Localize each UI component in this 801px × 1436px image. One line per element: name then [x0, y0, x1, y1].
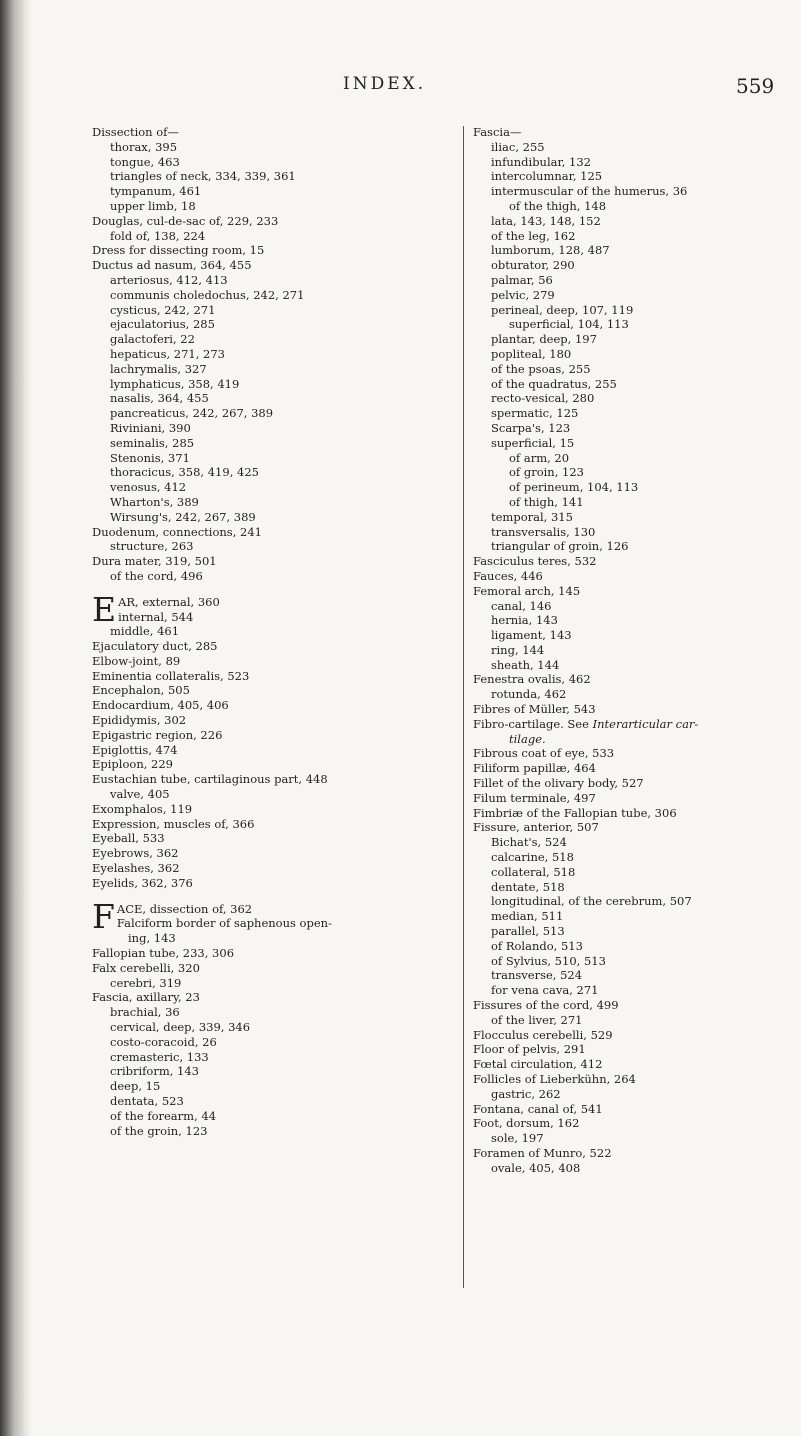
- entry-text: Fibres of Müller, 543: [473, 702, 596, 717]
- index-subentry: [92, 229, 412, 244]
- entry-text: Endocardium, 405, 406: [92, 698, 229, 713]
- index-entry: [473, 1072, 783, 1087]
- index-subentry: [473, 954, 783, 969]
- index-subentry: [92, 510, 412, 525]
- index-entry: [92, 125, 412, 140]
- index-subentry: [473, 199, 783, 214]
- index-subentry: [473, 155, 783, 170]
- index-entry: [92, 683, 412, 698]
- entry-text: Dura mater, 319, 501: [92, 554, 217, 569]
- entry-text: Eyeball, 533: [92, 831, 165, 846]
- entry-text: Fimbriæ of the Fallopian tube, 306: [473, 805, 677, 820]
- index-entry: [92, 990, 412, 1005]
- entry-text: Filum terminale, 497: [473, 790, 596, 805]
- entry-text: arteriosus, 412, 413: [110, 272, 228, 287]
- index-entry: [473, 1042, 783, 1057]
- index-subentry: [473, 214, 783, 229]
- entry-text: Epididymis, 302: [92, 713, 187, 728]
- index-subentry: [473, 909, 783, 924]
- entry-text: transverse, 524: [491, 968, 583, 983]
- index-entry: [473, 672, 783, 687]
- index-subentry: [92, 569, 412, 584]
- entry-text: Follicles of Lieberkühn, 264: [473, 1072, 636, 1086]
- entry-text: triangular of groin, 126: [491, 539, 629, 554]
- entry-text: temporal, 315: [491, 509, 573, 524]
- index-entry: [473, 806, 783, 821]
- entry-text: Fibrous coat of eye, 533: [473, 746, 615, 761]
- index-subentry: [473, 465, 783, 480]
- index-entry: [473, 1102, 783, 1117]
- entry-text: Floor of pelvis, 291: [473, 1042, 586, 1057]
- entry-text: of the cord, 496: [110, 568, 203, 583]
- entry-text: Foot, dorsum, 162: [473, 1116, 580, 1131]
- entry-text: Fibro-cartilage. See: [473, 716, 593, 731]
- index-subentry: [473, 332, 783, 347]
- index-subentry: [92, 421, 412, 436]
- index-entry: [92, 258, 412, 273]
- index-entry: [473, 584, 783, 599]
- entry-text: Fillet of the olivary body, 527: [473, 776, 644, 791]
- index-entry: [92, 946, 412, 961]
- index-subentry: [92, 199, 412, 214]
- index-subentry: [473, 362, 783, 377]
- section-gap: [92, 584, 412, 595]
- index-subentry: [473, 539, 783, 554]
- entry-text: cribriform, 143: [110, 1064, 199, 1079]
- entry-text: transversalis, 130: [491, 524, 596, 539]
- entry-text: Fenestra ovalis, 462: [473, 672, 591, 687]
- entry-text: for vena cava, 271: [491, 983, 599, 998]
- index-subentry: [473, 480, 783, 495]
- index-entry: [92, 961, 412, 976]
- index-entry: [92, 669, 412, 684]
- entry-text: Fallopian tube, 233, 306: [92, 946, 235, 961]
- index-subentry: [473, 835, 783, 850]
- index-subentry: [92, 624, 412, 639]
- entry-text: hepaticus, 271, 273: [110, 346, 225, 361]
- index-subentry: [473, 184, 783, 199]
- index-entry: [473, 554, 783, 569]
- entry-text: seminalis, 285: [110, 435, 195, 450]
- entry-text: ACE, dissection of, 362: [116, 901, 253, 916]
- entry-text: fold of, 138, 224: [110, 228, 206, 243]
- entry-text: pelvic, 279: [491, 287, 555, 302]
- entry-text: Exomphalos, 119: [92, 801, 193, 816]
- entry-text: Eminentia collateralis, 523: [92, 668, 250, 683]
- index-subentry: [92, 317, 412, 332]
- index-column-right: [473, 125, 783, 1176]
- entry-text: of Rolando, 513: [491, 938, 583, 953]
- entry-text: Bichat's, 524: [491, 835, 567, 850]
- index-subentry: [92, 451, 412, 466]
- entry-text: Eyebrows, 362: [92, 846, 179, 861]
- entry-text: Scarpa's, 123: [491, 420, 571, 435]
- index-subentry: [473, 850, 783, 865]
- column-divider: [463, 126, 464, 1288]
- index-subentry: [473, 1161, 783, 1176]
- entry-text: iliac, 255: [491, 139, 545, 154]
- index-subentry: [473, 628, 783, 643]
- entry-text: ejaculatorius, 285: [110, 317, 215, 332]
- entry-text: dentate, 518: [491, 879, 565, 894]
- index-subentry: [473, 406, 783, 421]
- index-entry: [473, 776, 783, 791]
- index-subentry: [92, 465, 412, 480]
- entry-text: Fauces, 446: [473, 568, 543, 583]
- index-entry: [473, 761, 783, 776]
- index-subentry: [473, 169, 783, 184]
- entry-text: ovale, 405, 408: [491, 1160, 581, 1175]
- entry-text: Encephalon, 505: [92, 683, 190, 698]
- index-entry: [92, 846, 412, 861]
- index-subentry: [473, 510, 783, 525]
- entry-text: Falx cerebelli, 320: [92, 960, 200, 975]
- index-subentry: [473, 288, 783, 303]
- entry-text: lymphaticus, 358, 419: [110, 376, 240, 391]
- entry-text: nasalis, 364, 455: [110, 391, 209, 406]
- entry-text: triangles of neck, 334, 339, 361: [110, 169, 296, 184]
- entry-text: of Sylvius, 510, 513: [491, 953, 606, 968]
- index-column-left: [92, 125, 412, 1138]
- entry-text: galactoferi, 22: [110, 332, 195, 347]
- index-subentry: [92, 539, 412, 554]
- index-subentry: [92, 1064, 412, 1079]
- index-subentry: [473, 347, 783, 362]
- entry-text: Riviniani, 390: [110, 420, 191, 435]
- index-subentry: [473, 258, 783, 273]
- index-subentry: [473, 495, 783, 510]
- index-subentry: [473, 894, 783, 909]
- index-entry: [473, 569, 783, 584]
- entry-text: pancreaticus, 242, 267, 389: [110, 406, 274, 421]
- entry-text: median, 511: [491, 909, 564, 924]
- index-subentry: [92, 1109, 412, 1124]
- entry-text: communis choledochus, 242, 271: [110, 287, 305, 302]
- entry-text: of groin, 123: [509, 465, 584, 480]
- entry-text: perineal, deep, 107, 119: [491, 302, 634, 317]
- entry-text: cerebri, 319: [110, 975, 182, 990]
- entry-text: rotunda, 462: [491, 687, 567, 702]
- index-subentry: [92, 347, 412, 362]
- index-subentry: [92, 303, 412, 318]
- entry-text: calcarine, 518: [491, 850, 574, 865]
- index-subentry: [92, 931, 412, 946]
- index-entry: [92, 802, 412, 817]
- index-subentry: [473, 140, 783, 155]
- page-header: [0, 74, 801, 100]
- entry-text: cysticus, 242, 271: [110, 302, 216, 317]
- entry-text: plantar, deep, 197: [491, 332, 597, 347]
- entry-text: thoracicus, 358, 419, 425: [110, 465, 259, 480]
- index-entry: [473, 1028, 783, 1043]
- entry-text: Fissure, anterior, 507: [473, 820, 599, 835]
- index-entry: [92, 639, 412, 654]
- index-subentry: [473, 880, 783, 895]
- index-subentry: [92, 155, 412, 170]
- index-subentry: [92, 391, 412, 406]
- index-subentry: [92, 332, 412, 347]
- index-entry: [473, 125, 783, 140]
- entry-text: Foramen of Munro, 522: [473, 1145, 612, 1160]
- index-entry: [92, 817, 412, 832]
- entry-text: cremasteric, 133: [110, 1049, 209, 1064]
- entry-text: of the liver, 271: [491, 1012, 583, 1027]
- index-entry: [92, 728, 412, 743]
- entry-text: tympanum, 461: [110, 184, 202, 199]
- index-subentry: [473, 924, 783, 939]
- entry-text: Dress for dissecting room, 15: [92, 243, 265, 258]
- index-subentry: [473, 687, 783, 702]
- index-subentry: [473, 983, 783, 998]
- index-subentry: [473, 599, 783, 614]
- entry-text: ring, 144: [491, 642, 545, 657]
- entry-text: of the thigh, 148: [509, 198, 607, 213]
- index-entry: [92, 214, 412, 229]
- drop-cap-letter: E: [92, 589, 117, 629]
- index-entry: [92, 554, 412, 569]
- index-subentry: [92, 495, 412, 510]
- index-subentry: [473, 303, 783, 318]
- index-subentry: [473, 865, 783, 880]
- entry-text: sheath, 144: [491, 657, 560, 672]
- index-subentry: [92, 362, 412, 377]
- entry-text: canal, 146: [491, 598, 552, 613]
- index-subentry: [92, 1005, 412, 1020]
- index-subentry: [473, 658, 783, 673]
- index-entry: [473, 998, 783, 1013]
- entry-text: of the forearm, 44: [110, 1108, 217, 1123]
- entry-text: cervical, deep, 339, 346: [110, 1020, 251, 1035]
- entry-text: recto-vesical, 280: [491, 391, 595, 406]
- entry-text: Fascia—: [473, 125, 522, 139]
- entry-text: Dissection of—: [92, 125, 179, 139]
- index-entry: [473, 1146, 783, 1161]
- entry-text: Femoral arch, 145: [473, 583, 581, 598]
- entry-text: Flocculus cerebelli, 529: [473, 1027, 613, 1042]
- entry-text: superficial, 15: [491, 435, 575, 450]
- entry-text: sole, 197: [491, 1131, 544, 1146]
- entry-text: palmar, 56: [491, 272, 553, 287]
- index-subentry: [473, 243, 783, 258]
- page-title: INDEX.: [343, 74, 427, 94]
- index-entry: [92, 525, 412, 540]
- entry-text: Eyelids, 362, 376: [92, 875, 193, 890]
- index-subentry: [92, 976, 412, 991]
- index-subentry: [473, 451, 783, 466]
- index-subentry: [92, 184, 412, 199]
- index-entry: [92, 876, 412, 891]
- entry-text: of perineum, 104, 113: [509, 480, 639, 495]
- entry-text: hernia, 143: [491, 613, 558, 628]
- entry-text: upper limb, 18: [110, 198, 196, 213]
- cross-reference-italic: tilage.: [509, 731, 546, 746]
- index-entry: [92, 757, 412, 772]
- index-subentry: [92, 406, 412, 421]
- entry-text: AR, external, 360: [118, 594, 220, 609]
- index-subentry: [92, 288, 412, 303]
- drop-cap-letter: F: [92, 896, 115, 936]
- entry-text: gastric, 262: [491, 1086, 561, 1101]
- index-subentry: [92, 377, 412, 392]
- entry-text: Douglas, cul-de-sac of, 229, 233: [92, 213, 279, 228]
- index-subentry: [473, 229, 783, 244]
- entry-text: Filiform papillæ, 464: [473, 761, 596, 776]
- index-subentry: [473, 391, 783, 406]
- index-entry: [92, 831, 412, 846]
- index-subentry: [92, 1094, 412, 1109]
- index-subentry: [92, 480, 412, 495]
- index-subentry: [473, 1013, 783, 1028]
- entry-text: structure, 263: [110, 539, 194, 554]
- entry-text: intercolumnar, 125: [491, 169, 603, 184]
- index-subentry: [92, 1020, 412, 1035]
- entry-text: intermuscular of the humerus, 36: [491, 184, 688, 199]
- entry-text: Fontana, canal of, 541: [473, 1101, 603, 1116]
- entry-text: brachial, 36: [110, 1005, 180, 1020]
- entry-text: spermatic, 125: [491, 406, 579, 421]
- index-entry: [473, 1057, 783, 1072]
- entry-text: of the groin, 123: [110, 1123, 208, 1138]
- entry-text: deep, 15: [110, 1079, 161, 1094]
- entry-text: dentata, 523: [110, 1094, 184, 1108]
- index-subentry: [92, 1079, 412, 1094]
- index-entry: [92, 243, 412, 258]
- cross-reference-italic: Interarticular car-: [592, 716, 699, 731]
- entry-text: Falciform border of saphenous open-: [116, 916, 332, 931]
- index-subentry: [473, 968, 783, 983]
- index-entry: [473, 702, 783, 717]
- entry-text: of the psoas, 255: [491, 361, 591, 376]
- index-subentry: [473, 421, 783, 436]
- index-subentry: [473, 317, 783, 332]
- entry-text: venosus, 412: [110, 480, 187, 495]
- entry-text: Duodenum, connections, 241: [92, 524, 262, 539]
- entry-text: infundibular, 132: [491, 154, 591, 169]
- index-entry: [473, 791, 783, 806]
- entry-text: Expression, muscles of, 366: [92, 816, 255, 831]
- index-entry: [92, 698, 412, 713]
- index-subentry: [92, 1035, 412, 1050]
- index-subentry: [473, 436, 783, 451]
- book-spine-shadow: [0, 0, 32, 1436]
- entry-text: lachrymalis, 327: [110, 361, 207, 376]
- index-entry: [92, 772, 412, 787]
- index-subentry: [92, 436, 412, 451]
- entry-text: thorax, 395: [110, 139, 178, 154]
- index-entry: [92, 713, 412, 728]
- entry-text: Wirsung's, 242, 267, 389: [110, 509, 256, 524]
- entry-text: lata, 143, 148, 152: [491, 213, 601, 228]
- index-entry: [92, 743, 412, 758]
- entry-text: Eustachian tube, cartilaginous part, 448: [92, 772, 328, 787]
- entry-text: Epiploon, 229: [92, 757, 173, 772]
- index-subentry: [473, 377, 783, 392]
- index-subentry: [92, 273, 412, 288]
- entry-text: Fascia, axillary, 23: [92, 990, 200, 1005]
- entry-text: of the leg, 162: [491, 228, 576, 243]
- entry-text: popliteal, 180: [491, 346, 572, 361]
- index-subentry: [92, 610, 412, 625]
- entry-text: Ejaculatory duct, 285: [92, 639, 218, 654]
- entry-text: parallel, 513: [491, 924, 565, 939]
- entry-text: of arm, 20: [509, 450, 570, 465]
- entry-text: longitudinal, of the cerebrum, 507: [491, 894, 692, 909]
- index-entry: [473, 1116, 783, 1131]
- page-number: 559: [736, 74, 775, 98]
- entry-text: Elbow-joint, 89: [92, 653, 181, 668]
- index-entry: [92, 654, 412, 669]
- entry-text: Ductus ad nasum, 364, 455: [92, 258, 252, 273]
- index-subentry: [473, 1131, 783, 1146]
- index-subentry: [92, 916, 412, 931]
- entry-text: Epigastric region, 226: [92, 727, 223, 742]
- index-subentry: [473, 643, 783, 658]
- index-subentry: [473, 273, 783, 288]
- entry-text: lumborum, 128, 487: [491, 243, 610, 258]
- entry-text: valve, 405: [110, 787, 170, 802]
- section-gap: [92, 891, 412, 902]
- entry-text: of the quadratus, 255: [491, 376, 617, 391]
- entry-text: Fœtal circulation, 412: [473, 1057, 603, 1072]
- entry-text: ing, 143: [128, 931, 176, 946]
- entry-text: Eyelashes, 362: [92, 861, 180, 876]
- entry-text: costo-coracoid, 26: [110, 1034, 217, 1049]
- index-subentry: [92, 169, 412, 184]
- entry-text: obturator, 290: [491, 258, 575, 273]
- entry-text: collateral, 518: [491, 864, 576, 879]
- entry-text: tongue, 463: [110, 154, 180, 169]
- entry-text: Fasciculus teres, 532: [473, 554, 597, 569]
- index-subentry: [92, 1124, 412, 1139]
- index-subentry: [473, 525, 783, 540]
- entry-text: Fissures of the cord, 499: [473, 998, 619, 1013]
- index-entry: [92, 861, 412, 876]
- entry-text: Epiglottis, 474: [92, 742, 178, 757]
- index-subentry: [473, 1087, 783, 1102]
- index-subentry: [92, 1050, 412, 1065]
- index-subentry: [473, 939, 783, 954]
- entry-text: ligament, 143: [491, 628, 572, 643]
- index-entry: [473, 820, 783, 835]
- entry-text: Wharton's, 389: [110, 494, 199, 509]
- entry-text: of thigh, 141: [509, 494, 584, 509]
- index-entry: [473, 717, 783, 732]
- index-subentry: [92, 787, 412, 802]
- index-subentry: [92, 140, 412, 155]
- entry-text: middle, 461: [110, 624, 180, 639]
- entry-text: superficial, 104, 113: [509, 317, 629, 332]
- entry-text: internal, 544: [118, 609, 194, 624]
- index-subentry: [473, 613, 783, 628]
- index-entry: [473, 746, 783, 761]
- entry-text: Stenonis, 371: [110, 450, 190, 465]
- index-subentry: [473, 732, 783, 747]
